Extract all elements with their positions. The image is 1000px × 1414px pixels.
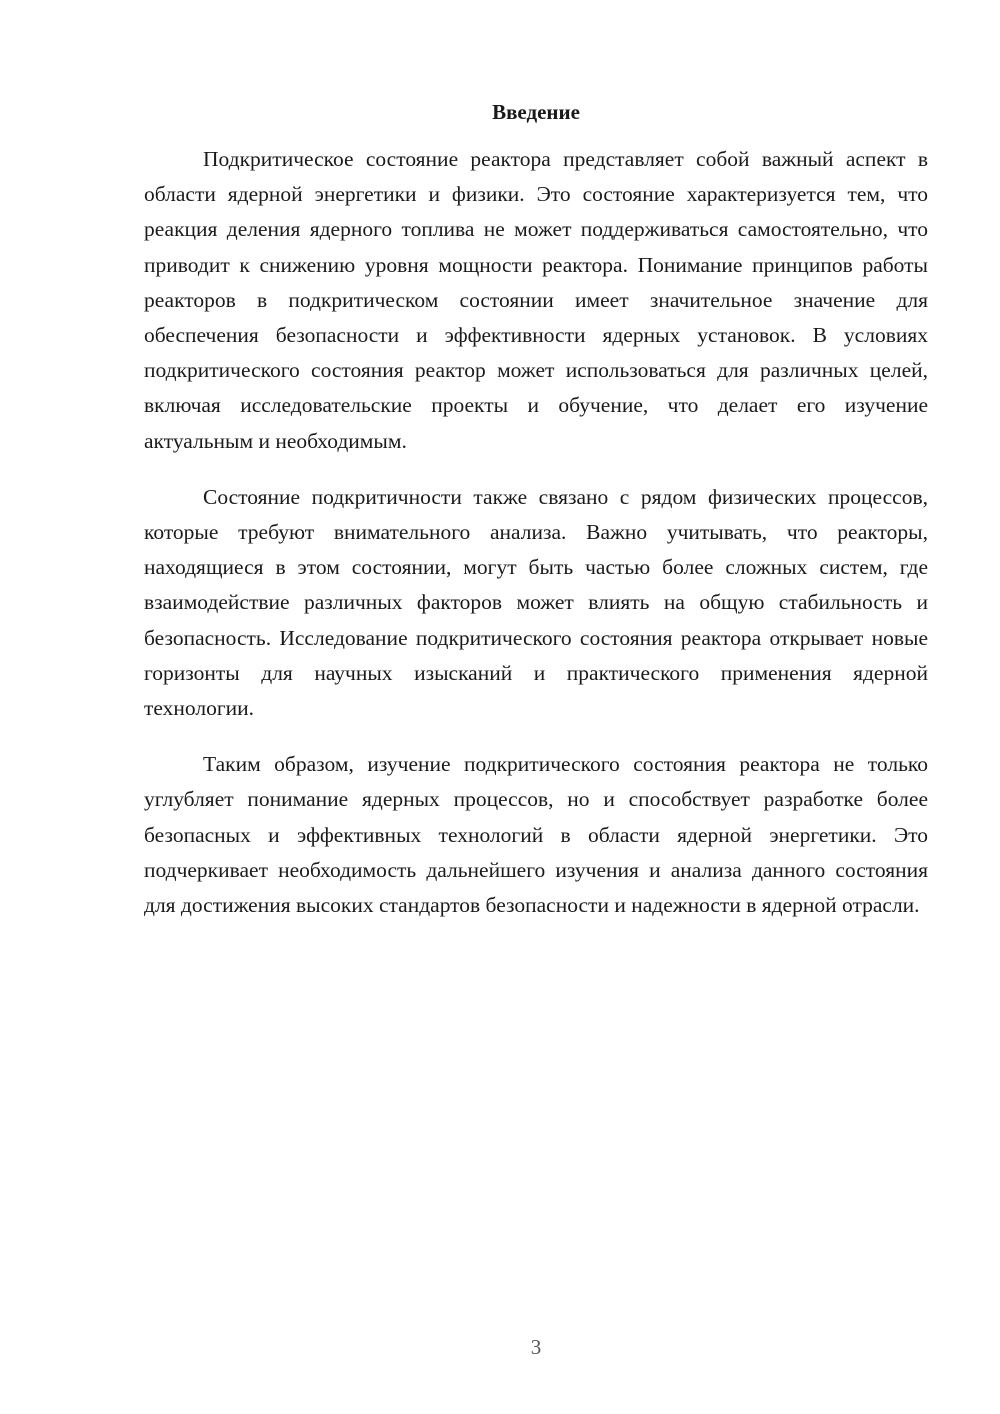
page-number: 3 — [530, 1335, 542, 1359]
section-title: Введение — [492, 100, 580, 124]
paragraph-1: Подкритическое состояние реактора представляет собой важный аспект в области ядерной энергетики и физики. Это состояние характеризуется тем, что реакция деления ядерного топлива не может поддерживаться самостоятельно, что приводит к снижению уровня мощности реактора. Понимание принципов работы реакторов в подкритическом состоянии имеет значительное значение для обеспечения безопасности и эффективности ядерных установок. В условиях подкритического состояния реактор может использоваться для различных целей, включая исследовательские проекты и обучение, что делает его изучение актуальным и необходимым. — [144, 147, 928, 453]
paragraph-3: Таким образом, изучение подкритического состояния реактора не только углубляет понимание ядерных процессов, но и способствует разработке более безопасных и эффективных технологий в области ядерной энергетики. Это подчеркивает необходимость дальнейшего изучения и анализа данного состояния для достижения высоких стандартов безопасности и надежности в ядерной отрасли. — [144, 752, 928, 918]
paragraph-2: Состояние подкритичности также связано с рядом физических процессов, которые требуют внимательного анализа. Важно учитывать, что реакторы, находящиеся в этом состоянии, могут быть частью более сложных систем, где взаимодействие различных факторов может влиять на общую стабильность и безопасность. Исследование подкритического состояния реактора открывает новые горизонты для научных изысканий и практического применения ядерной технологии. — [144, 484, 928, 721]
body-text — [144, 142, 928, 923]
